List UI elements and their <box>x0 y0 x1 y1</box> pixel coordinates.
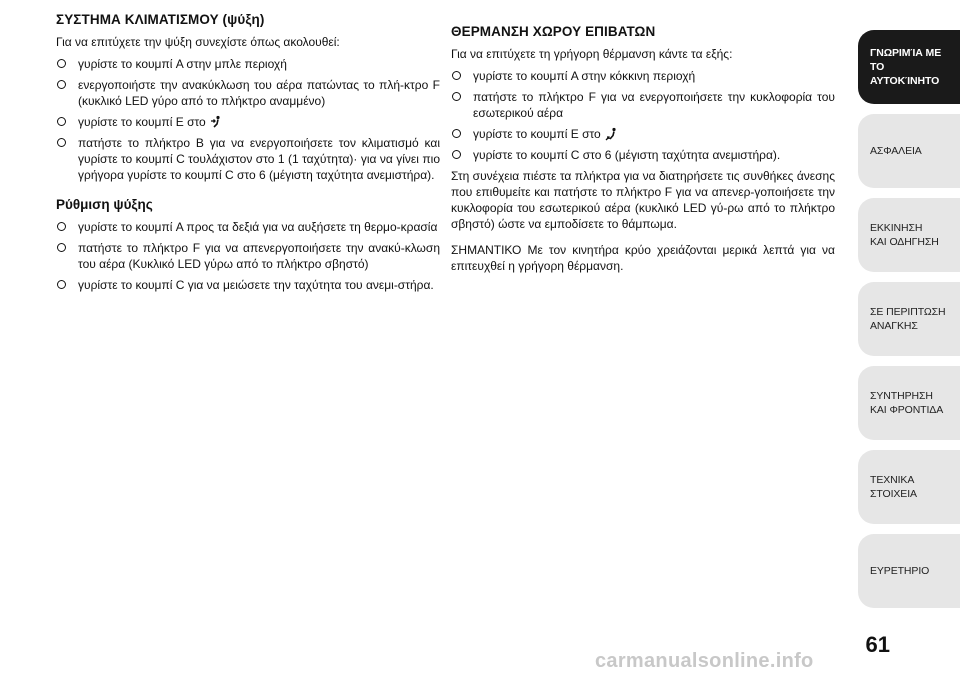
bullet-icon <box>57 138 66 147</box>
section-intro: Για να επιτύχετε την ψύξη συνεχίστε όπως ακολουθεί: <box>56 35 340 49</box>
bullet-icon <box>57 80 66 89</box>
bullet-icon <box>452 150 461 159</box>
list-item: γυρίστε το κουμπί E στο <box>451 126 835 142</box>
list-item: γυρίστε το κουμπί C στο 6 (μέγιστη ταχύτητα ανεμιστήρα). <box>451 147 835 163</box>
tab-technical-data[interactable]: ΤΕΧΝΙΚΑ ΣΤΟΙΧΕΙΑ <box>858 450 960 524</box>
bullet-list <box>451 68 835 163</box>
watermark: carmanualsonline.info <box>595 650 814 672</box>
chapter-tabs <box>858 30 960 618</box>
tab-emergency[interactable]: ΣΕ ΠΕΡΙΠΤΩΣΗ ΑΝΑΓΚΗΣ <box>858 282 960 356</box>
page-number: 61 <box>865 632 890 657</box>
bullet-icon <box>57 222 66 231</box>
list-item: γυρίστε το κουμπί A προς τα δεξιά για να αυξήσετε τη θερμο-κρασία <box>56 219 440 235</box>
bullet-icon <box>57 59 66 68</box>
list-item: γυρίστε το κουμπί A στην μπλε περιοχή <box>56 56 440 72</box>
bullet-icon <box>57 280 66 289</box>
bullet-icon <box>452 92 461 101</box>
bullet-list <box>56 219 440 293</box>
bullet-icon <box>57 243 66 252</box>
list-item: γυρίστε το κουμπί C για να μειώσετε την ταχύτητα του ανεμι-στήρα. <box>56 277 440 293</box>
list-item: πατήστε το πλήκτρο B για να ενεργοποιήσετε τον κλιματισμό και γυρίστε το κουμπί C τουλάχιστον στο 1 (1 ταχύτητα)· για να γίνει πιο γρήγορα γυρίστε το κουμπί C στο 6 (μέγιστη ταχύτητα ανεμιστήρα). <box>56 135 440 183</box>
left-column <box>56 12 440 298</box>
tab-safety[interactable]: ΑΣΦΑΛΕΙΑ <box>858 114 960 188</box>
subsection-heading: Ρύθμιση ψύξης <box>56 197 153 212</box>
tab-maintenance-care[interactable]: ΣΥΝΤΗΡΗΣΗ ΚΑΙ ΦΡΟΝΤΙΔΑ <box>858 366 960 440</box>
airflow-feet-icon <box>605 127 619 141</box>
airflow-face-icon <box>210 115 224 129</box>
bullet-icon <box>452 71 461 80</box>
body-paragraph: Στη συνέχεια πιέστε τα πλήκτρα για να διατηρήσετε τις συνθήκες άνεσης που επιθυμείτε και πατήστε το πλήκτρο F για να απενερ-γοποιήσετε την κυκλοφορία του εσωτερικού αέρα (κυκλικό LED γύ-ρω από το πλήκτρο σβηστό) ώστε να εμποδίσετε το θάμπωμα. <box>451 169 835 231</box>
list-item: γυρίστε το κουμπί A στην κόκκινη περιοχή <box>451 68 835 84</box>
tab-index[interactable]: ΕΥΡΕΤΗΡΙΟ <box>858 534 960 608</box>
section-heading-cooling: ΣΥΣΤΗΜΑ ΚΛΙΜΑΤΙΣΜΟΥ (ψύξη) <box>56 12 265 27</box>
list-item: ενεργοποιήστε την ανακύκλωση του αέρα πατώντας το πλή-κτρο F (κυκλικό LED γύρο από το πλήκτρο αναμμένο) <box>56 77 440 109</box>
section-intro: Για να επιτύχετε τη γρήγορη θέρμανση κάντε τα εξής: <box>451 47 733 61</box>
tab-getting-to-know-car[interactable]: ΓΝΩΡΙΜΊΑ ΜΕ ΤΟ ΑΥΤΟΚΊΝΗΤΟ <box>858 30 960 104</box>
bullet-icon <box>452 129 461 138</box>
list-item: πατήστε το πλήκτρο F για να ενεργοποιήσετε την κυκλοφορία του εσωτερικού αέρα <box>451 89 835 121</box>
important-note: ΣΗΜΑΝΤΙΚΟ Με τον κινητήρα κρύο χρειάζονται μερικά λεπτά για να επιτευχθεί η γρήγορη θέρμανση. <box>451 243 835 273</box>
list-item: πατήστε το πλήκτρο F για να απενεργοποιήσετε την ανακύ-κλωση του αέρα (Κυκλικό LED γύρω από το πλήκτρο σβηστό) <box>56 240 440 272</box>
bullet-icon <box>57 117 66 126</box>
bullet-list <box>56 56 440 183</box>
list-item: γυρίστε το κουμπί E στο <box>56 114 440 130</box>
tab-starting-driving[interactable]: ΕΚΚΙΝΗΣΗ ΚΑΙ ΟΔΗΓΗΣΗ <box>858 198 960 272</box>
section-heading-heating: ΘΕΡΜΑΝΣΗ ΧΩΡΟΥ ΕΠΙΒΑΤΩΝ <box>451 24 656 39</box>
right-column <box>451 24 835 280</box>
